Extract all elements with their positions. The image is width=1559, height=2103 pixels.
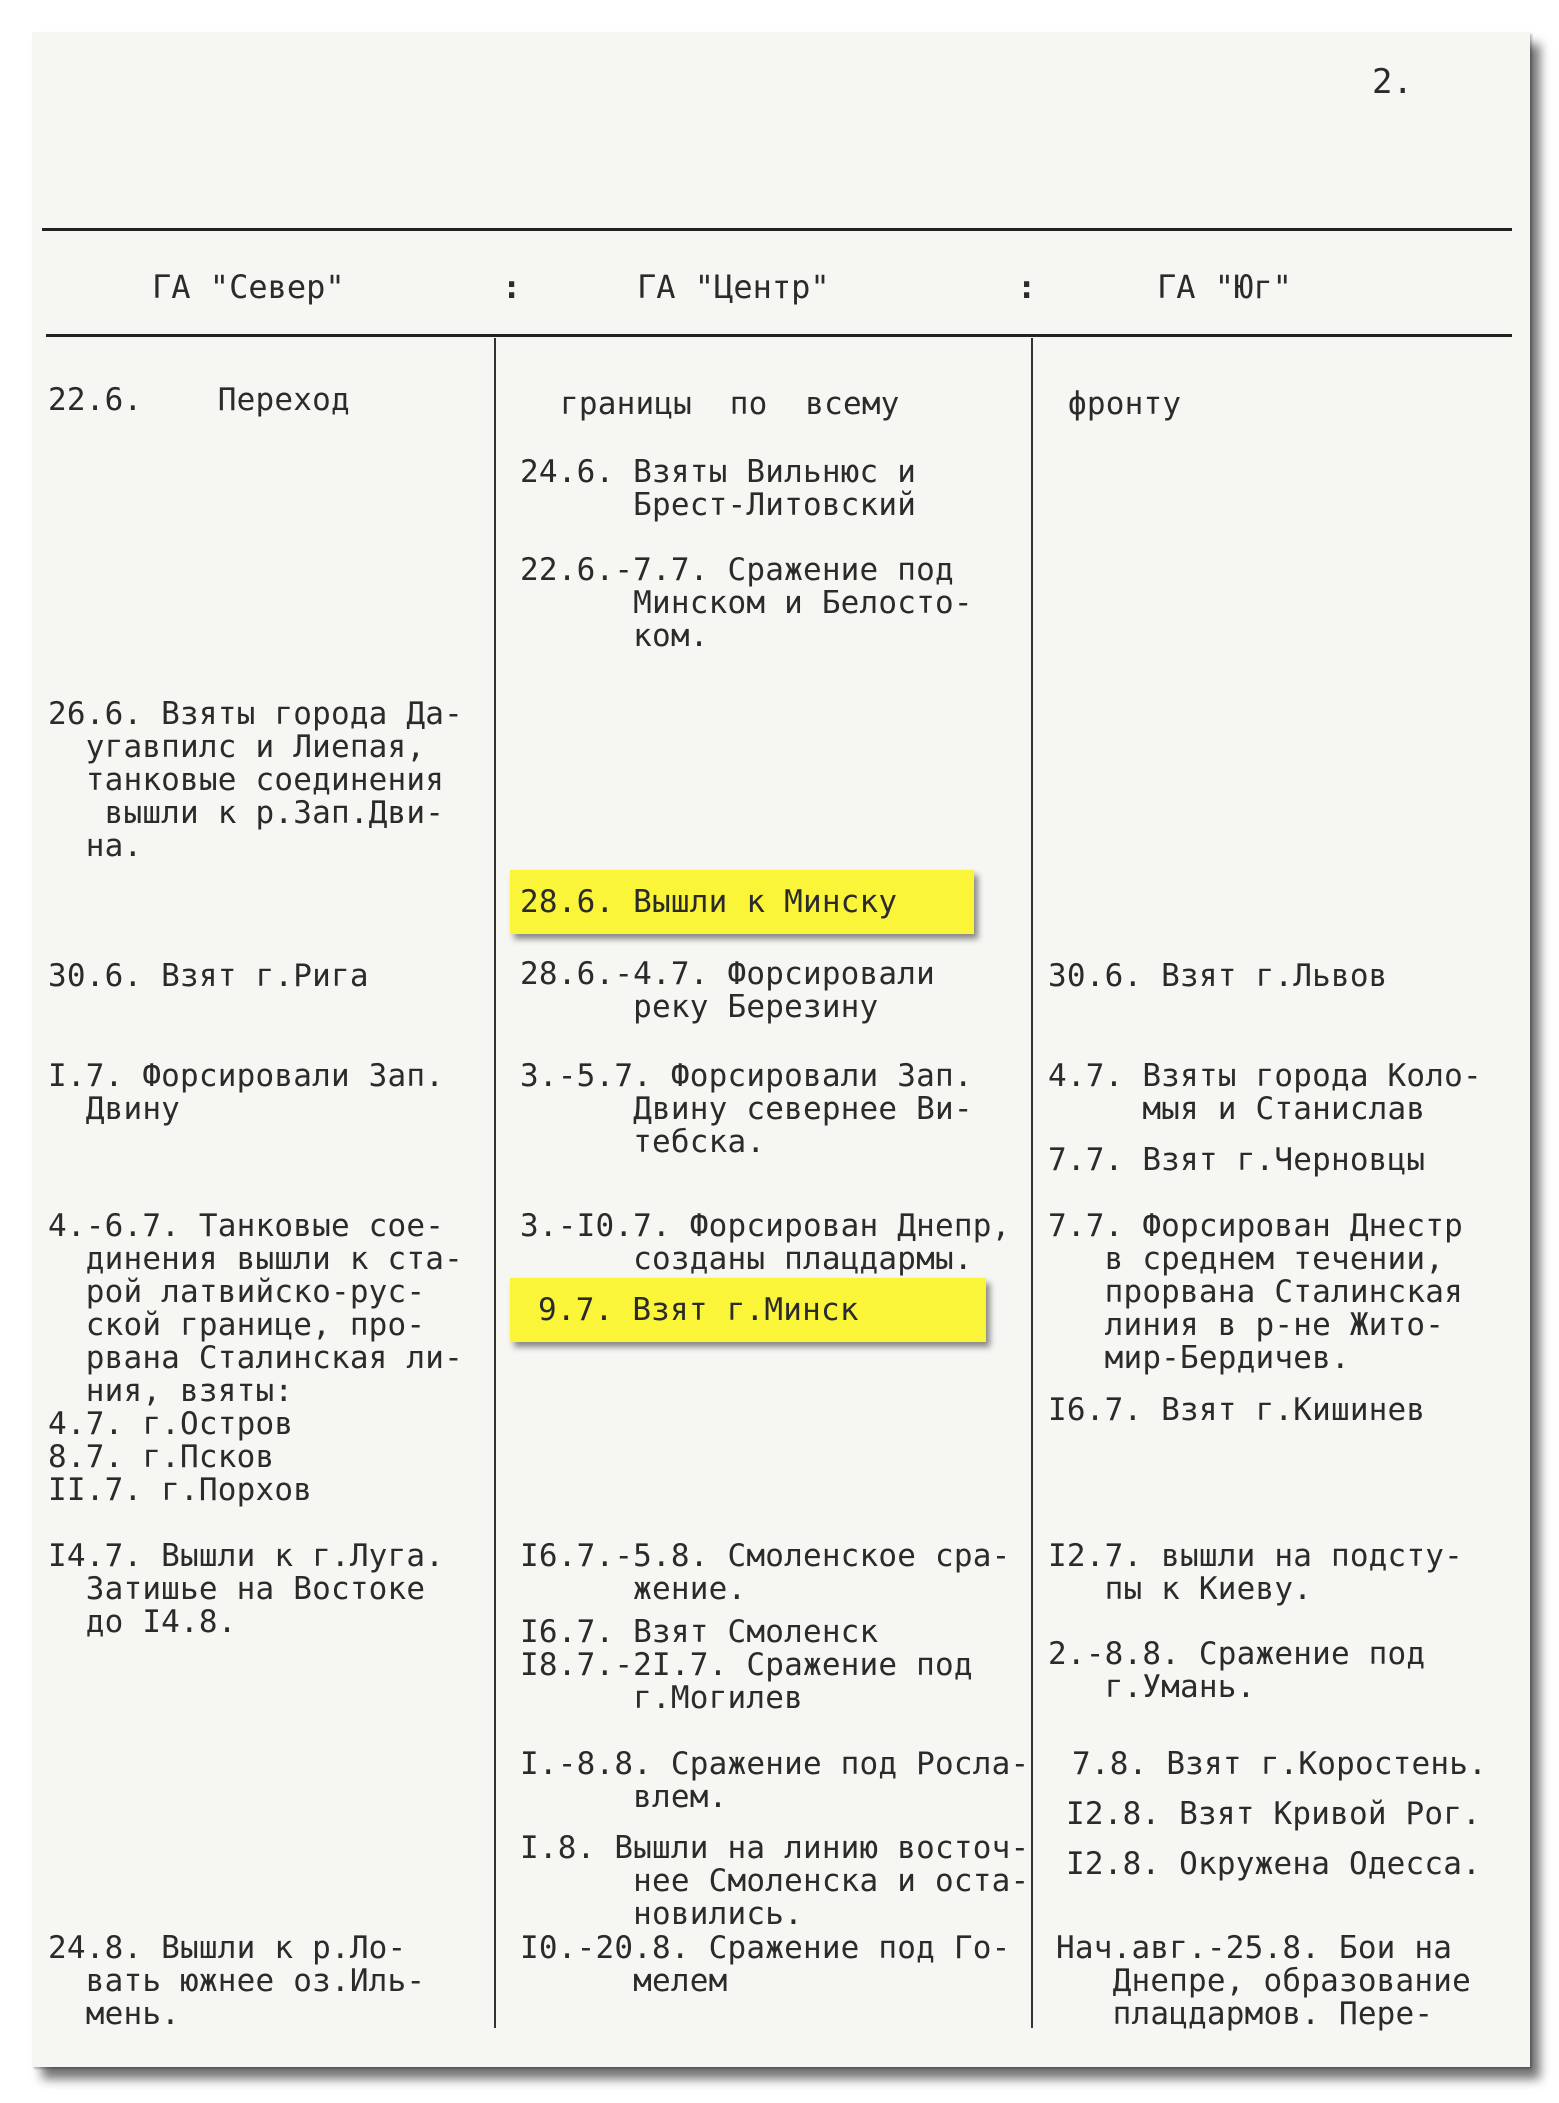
center-line: жение. [520,1571,747,1607]
center-entry-highlighted: 9.7. Взят г.Минск [538,1292,859,1328]
center-line: тебска. [520,1124,766,1160]
south-line: 2.-8.8. Сражение под [1048,1636,1426,1672]
north-line: 4.-6.7. Танковые сое- [48,1208,445,1244]
north-line: угавпилс и Лиепая, [48,729,426,765]
south-line: мир-Бердичев. [1048,1340,1350,1376]
center-line: 22.6.-7.7. Сражение под [520,552,954,588]
center-line: 3.-5.7. Форсировали Зап. [520,1058,973,1094]
north-line: I4.7. Вышли к г.Луга. [48,1538,445,1574]
north-line: II.7. г.Порхов [48,1472,313,1508]
north-line: на. [48,828,143,864]
page-number: 2. [1372,62,1413,102]
header-separator-1: : [502,268,522,306]
center-line: Двину севернее Ви- [520,1091,973,1127]
north-line: динения вышли к ста- [48,1241,463,1277]
south-entry: 7.7. Взят г.Черновцы [1048,1142,1426,1178]
center-line: реку Березину [520,989,879,1025]
center-line: I6.7. Взят Смоленск [520,1614,879,1650]
south-entry: I2.8. Окружена Одесса. [1066,1846,1481,1882]
center-line: Брест-Литовский [520,487,917,523]
center-line: 24.6. Взяты Вильнюс и [520,454,917,490]
north-line: мень. [48,1996,181,2032]
north-entry: 30.6. Взят г.Рига [48,958,369,994]
header-center: ГА "Центр" [637,268,830,306]
south-line: линия в р-не Жито- [1048,1307,1445,1343]
south-entry: 30.6. Взят г.Львов [1048,958,1388,994]
center-line: I0.-20.8. Сражение под Го- [520,1930,1011,1966]
south-line: г.Умань. [1048,1669,1256,1705]
north-line: ской границе, про- [48,1307,426,1343]
center-line: ком. [520,618,709,654]
center-line: мелем [520,1963,728,1999]
center-line: I.8. Вышли на линию восточ- [520,1830,1030,1866]
center-line: влем. [520,1779,728,1815]
header-separator-2: : [1017,268,1037,306]
south-entry: I6.7. Взят г.Кишинев [1048,1392,1426,1428]
south-entry: 7.8. Взят г.Коростень. [1072,1746,1487,1782]
south-entry: I2.8. Взят Кривой Рог. [1066,1796,1481,1832]
north-line: танковые соединения [48,762,445,798]
center-line: 28.6.-4.7. Форсировали [520,956,935,992]
north-line: рвана Сталинская ли- [48,1340,463,1376]
south-entry: фронту [1068,386,1182,422]
center-line: г.Могилев [520,1680,803,1716]
south-line: пы к Киеву. [1048,1571,1313,1607]
north-line: рой латвийско-рус- [48,1274,426,1310]
north-line: 26.6. Взяты города Да- [48,696,463,732]
column-divider-right [1031,338,1033,2028]
center-line: созданы плацдармы. [520,1241,973,1277]
south-line: плацдармов. Пере- [1056,1996,1434,2032]
north-line: вать южнее оз.Иль- [48,1963,426,1999]
south-line: в среднем течении, [1048,1241,1445,1277]
center-line: нее Смоленска и оста- [520,1863,1030,1899]
header-south: ГА "Юг" [1157,268,1292,306]
north-entry: 22.6. Переход [48,382,350,418]
center-entry: границы по всему [560,386,900,422]
document-page [32,32,1530,2067]
north-line: до I4.8. [48,1604,237,1640]
south-line: 7.7. Форсирован Днестр [1048,1208,1463,1244]
center-line: 3.-I0.7. Форсирован Днепр, [520,1208,1011,1244]
north-line: Затишье на Востоке [48,1571,426,1607]
north-line: I.7. Форсировали Зап. [48,1058,445,1094]
center-line: Минском и Белосто- [520,585,973,621]
south-line: 4.7. Взяты города Коло- [1048,1058,1482,1094]
north-line: ния, взяты: [48,1373,294,1409]
header-north: ГА "Север" [152,268,345,306]
south-line: мыя и Станислав [1048,1091,1426,1127]
south-line: Нач.авг.-25.8. Бои на [1056,1930,1453,1966]
north-line: 24.8. Вышли к р.Ло- [48,1930,407,1966]
top-rule [42,228,1512,231]
column-divider-left [494,338,496,2028]
header-bottom-rule [46,334,1512,337]
south-line: I2.7. вышли на подсту- [1048,1538,1463,1574]
south-line: Днепре, образование [1056,1963,1471,1999]
center-entry-highlighted: 28.6. Вышли к Минску [520,884,898,920]
north-line: Двину [48,1091,181,1127]
center-line: I8.7.-2I.7. Сражение под [520,1647,973,1683]
center-line: I.-8.8. Сражение под Росла- [520,1746,1030,1782]
north-line: 4.7. г.Остров [48,1406,294,1442]
south-line: прорвана Сталинская [1048,1274,1463,1310]
north-line: вышли к р.Зап.Дви- [48,795,445,831]
center-line: новились. [520,1896,803,1932]
north-line: 8.7. г.Псков [48,1439,275,1475]
center-line: I6.7.-5.8. Смоленское сра- [520,1538,1011,1574]
